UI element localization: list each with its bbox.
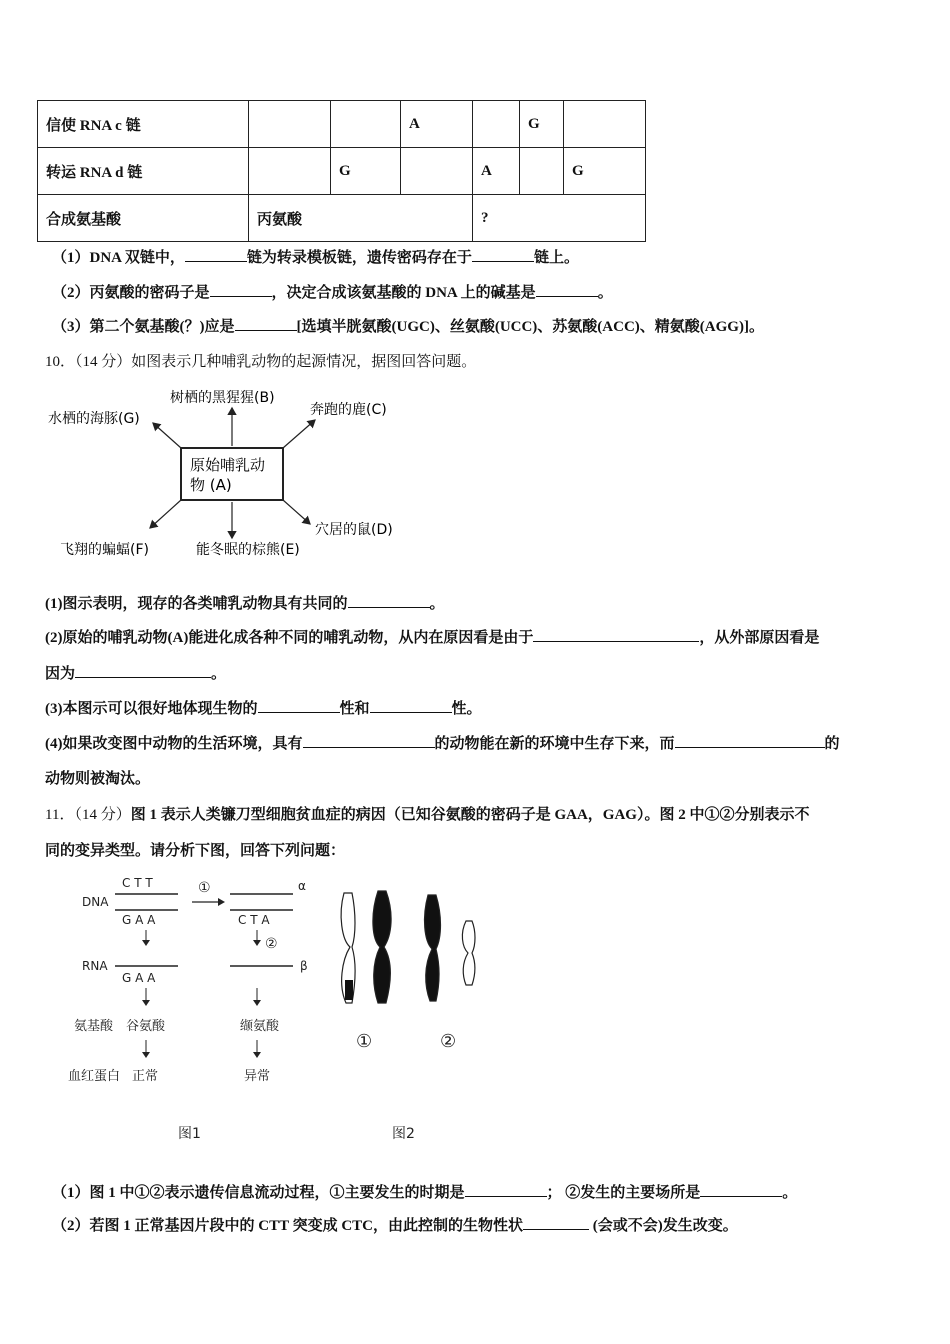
q10-part4-cont: 动物则被淘汰。 xyxy=(45,771,151,787)
q9-part2: （2）丙氨酸的密码子是 ，决定合成该氨基酸的 DNA 上的碱基是 。 xyxy=(52,281,613,302)
answer-blank[interactable] xyxy=(472,247,534,262)
chromosome xyxy=(373,891,391,1003)
row-label: 信使 RNA c 链 xyxy=(38,101,249,148)
answer-blank[interactable] xyxy=(235,316,297,331)
answer-blank[interactable] xyxy=(75,663,211,678)
alpha-label: α xyxy=(298,879,306,893)
codon-table xyxy=(37,100,646,242)
hemoglobin-label: 血红蛋白 xyxy=(68,1069,121,1084)
variant-2-label: ② xyxy=(440,1031,457,1052)
q10-part2-cont: 因为 。 xyxy=(45,662,226,683)
q11-part1: （1）图 1 中①②表示遗传信息流动过程，①主要发生的时期是 ； ②发生的主要场所是 。 xyxy=(52,1181,797,1202)
glutamate-label: 谷氨酸 xyxy=(126,1019,166,1034)
answer-blank[interactable] xyxy=(465,1182,547,1197)
answer-blank[interactable] xyxy=(523,1215,589,1230)
answer-blank[interactable] xyxy=(675,733,825,748)
table-cell: G xyxy=(564,148,646,195)
q10-part4: (4)如果改变图中动物的生活环境，具有 的动物能在新的环境中生存下来，而 的 xyxy=(45,732,840,753)
mutant-seq: C T A xyxy=(238,913,270,927)
answer-blank[interactable] xyxy=(536,282,598,297)
chromosome xyxy=(462,921,475,985)
dna-top-seq: C T T xyxy=(122,876,153,890)
figure-1-caption: 图1 xyxy=(178,1126,201,1142)
table-cell: 丙氨酸 xyxy=(249,195,473,242)
answer-blank[interactable] xyxy=(185,247,247,262)
q9-part1: （1）DNA 双链中， 链为转录模板链，遗传密码存在于 链上。 xyxy=(52,246,579,267)
row-label: 合成氨基酸 xyxy=(38,195,249,242)
label-deer: 奔跑的鹿(C) xyxy=(310,402,387,418)
amino-acid-label: 氨基酸 xyxy=(74,1019,114,1034)
beta-label: β xyxy=(300,959,308,973)
abnormal-label: 异常 xyxy=(244,1069,271,1084)
table-cell: A xyxy=(473,148,520,195)
q11-part2: （2）若图 1 正常基因片段中的 CTT 突变成 CTC，由此控制的生物性状 (会或不会)发生改变。 xyxy=(52,1214,738,1235)
figure-2-caption: 图2 xyxy=(392,1126,415,1142)
center-label: 原始哺乳动 xyxy=(190,456,266,474)
valine-label: 缬氨酸 xyxy=(240,1019,280,1034)
q11-stem-cont: 同的变异类型。请分析下图，回答下列问题： xyxy=(45,843,346,859)
q10-part3: (3)本图示可以很好地体现生物的 性和 性。 xyxy=(45,697,482,718)
answer-blank[interactable] xyxy=(210,282,272,297)
answer-blank[interactable] xyxy=(258,698,340,713)
label-dolphin: 水栖的海豚(G) xyxy=(48,411,140,427)
answer-blank[interactable] xyxy=(370,698,452,713)
rna-seq: G A A xyxy=(122,971,156,985)
q11-stem: 11．（14 分）图 1 表示人类镰刀型细胞贫血症的病因（已知谷氨酸的密码子是 GAA，GAG）。图 2 中①②分别表示不 xyxy=(45,807,810,823)
table-cell: G xyxy=(331,148,401,195)
label-mouse: 穴居的鼠(D) xyxy=(315,522,393,538)
table-row xyxy=(38,101,646,148)
answer-blank[interactable] xyxy=(348,593,430,608)
table-cell: G xyxy=(520,101,564,148)
dna-label: DNA xyxy=(82,895,109,909)
chromosome xyxy=(425,895,441,1001)
dna-bottom-seq: G A A xyxy=(122,913,156,927)
table-row xyxy=(38,195,646,242)
center-label: 物 (A) xyxy=(190,476,232,494)
q10-part1: (1)图示表明，现存的各类哺乳动物具有共同的 。 xyxy=(45,592,445,613)
rna-label: RNA xyxy=(82,959,108,973)
label-bat: 飞翔的蝙蝠(F) xyxy=(60,542,149,558)
normal-label: 正常 xyxy=(132,1069,159,1084)
table-cell: A xyxy=(401,101,473,148)
answer-blank[interactable] xyxy=(533,627,699,642)
answer-blank[interactable] xyxy=(303,733,435,748)
step2-label: ② xyxy=(265,936,278,952)
evolution-diagram xyxy=(40,378,420,568)
figure-2 xyxy=(330,885,490,1150)
table-cell: ? xyxy=(473,195,646,242)
q10-stem: 10．（14 分）如图表示几种哺乳动物的起源情况，据图回答问题。 xyxy=(45,354,477,370)
q9-part3: （3）第二个氨基酸(？)应是 [选填半胱氨酸(UGC)、丝氨酸(UCC)、苏氨酸(ACC)、精氨酸(AGG)]。 xyxy=(52,315,764,336)
figure-1 xyxy=(60,870,330,1150)
variant-1-label: ① xyxy=(356,1031,373,1052)
q10-part2: (2)原始的哺乳动物(A)能进化成各种不同的哺乳动物，从内在原因看是由于 ，从外部原因看是 xyxy=(45,626,819,647)
label-chimp: 树栖的黑猩猩(B) xyxy=(170,390,275,406)
answer-blank[interactable] xyxy=(700,1182,782,1197)
step1-label: ① xyxy=(198,880,211,896)
row-label: 转运 RNA d 链 xyxy=(38,148,249,195)
label-bear: 能冬眠的棕熊(E) xyxy=(196,542,300,558)
table-row xyxy=(38,148,646,195)
